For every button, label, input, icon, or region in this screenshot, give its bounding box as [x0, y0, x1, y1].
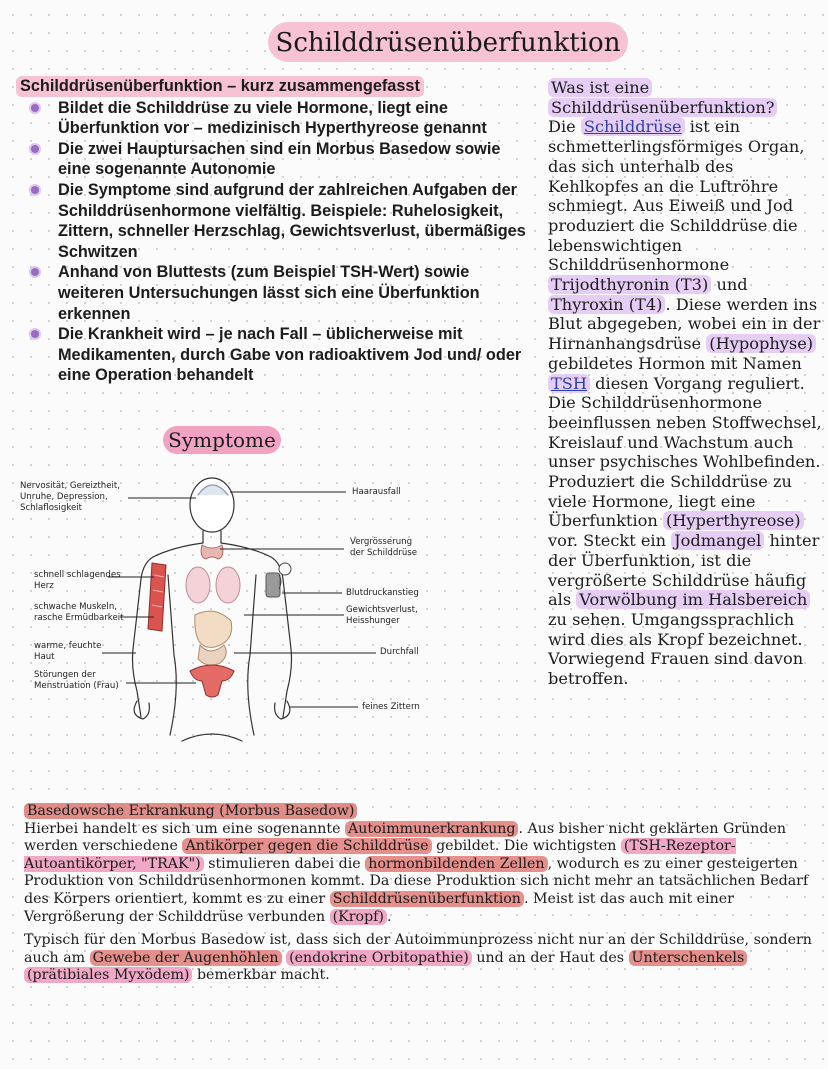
summary-bullet: Die zwei Hauptursachen sind ein Morbus Basedow sowie eine sogenannte Autonomie [16, 139, 536, 180]
highlight-jodmangel: Jodmangel [671, 531, 764, 550]
basedow-section [24, 803, 820, 985]
highlight-trak: (TSH-Rezeptor-Autoantikörper, "TRAK") [24, 838, 736, 872]
page-title: Schilddrüsenüberfunktion [268, 22, 628, 62]
definition-text: zu sehen. Umgangssprachlich wird dies als Kropf bezeichnet. Vorwiegend Frauen sind davon betroffen. [548, 609, 804, 689]
label-menstruation: Störungen der Menstruation (Frau) [34, 670, 119, 691]
summary-heading: Schilddrüsenüberfunktion – kurz zusammengefasst [16, 76, 424, 97]
definition-text: vor. Steckt ein [548, 531, 672, 551]
highlight-hyperthyreose: (Hyperthyreose) [663, 511, 804, 530]
basedow-text: . Meist ist das auch mit einer Vergrößerung der Schilddrüse verbunden [24, 890, 734, 925]
highlight-orbitopathie: (endokrine Orbitopathie) [286, 950, 472, 966]
basedow-text: gebildet. Die wichtigsten [431, 838, 621, 855]
definition-text: . Diese werden ins Blut abgegeben, wobei ein in der Hirnanhangsdrüse [548, 294, 821, 354]
highlight-hypophyse: (Hypophyse) [706, 334, 816, 353]
label-blutdruck: Blutdruckanstieg [346, 588, 419, 598]
summary-bullet: Bildet die Schilddrüse zu viele Hormone, liegt eine Überfunktion vor – medizinisch Hyperthyreose genannt [16, 98, 536, 139]
highlight-antikoerper: Antikörper gegen die Schilddrüse [182, 838, 431, 854]
highlight-kropf: (Kropf) [330, 909, 387, 925]
summary-bullet: Die Krankheit wird – je nach Fall – üblicherweise mit Medikamenten, durch Gabe von radioaktivem Jod und/ oder eine Operation behandelt [16, 324, 536, 386]
basedow-text: . [386, 908, 392, 925]
label-gewichtsverlust: Gewichtsverlust, Heisshunger [346, 605, 418, 626]
schilddruese-link[interactable]: Schilddrüse [581, 117, 685, 136]
highlight-myxoedem: (prätibiales Myxödem) [24, 967, 192, 983]
definition-text: diesen Vorgang reguliert. Die Schilddrüsenhormone beeinflussen neben Stoffwechsel, Kreislauf und Wachstum auch unser psychisches Wohlbefinden. Produziert die Schilddrüse zu viele Hormone, liegt eine Überfunktion [548, 373, 822, 531]
highlight-autoimmun: Autoimmunerkrankung [345, 821, 518, 837]
basedow-text: bemerkbar macht. [192, 967, 330, 984]
question-heading-line2: Schilddrüsenüberfunktion? [548, 98, 777, 117]
highlight-zellen: hormonbildenden Zellen [365, 856, 547, 872]
highlight-ueberfunktion: Schilddrüsenüberfunktion [330, 891, 524, 907]
basedow-text: Hierbei handelt es sich um eine sogenannte [24, 820, 346, 837]
basedow-heading: Basedowsche Erkrankung (Morbus Basedow) [24, 803, 357, 819]
label-nervositaet: Nervosität, Gereiztheit, Unruhe, Depression, Schlaflosigkeit [20, 481, 120, 513]
basedow-paragraph-1 [24, 821, 820, 927]
question-heading-line1: Was ist eine [548, 78, 652, 97]
label-haarausfall: Haarausfall [352, 487, 401, 497]
summary-bullet: Die Symptome sind aufgrund der zahlreichen Aufgaben der Schilddrüsenhormone vielfältig. Beispiele: Ruhelosigkeit, Zittern, schneller Herzschlag, Gewichtsverlust, übermäßiges Schwitzen [16, 180, 536, 262]
tsh-link[interactable]: TSH [548, 374, 590, 393]
definition-column [548, 78, 824, 689]
highlight-t4: Thyroxin (T4) [548, 295, 665, 314]
definition-text: ist ein schmetterlingsförmiges Organ, das sich unterhalb des Kehlkopfes an die Luftröhre schmiegt. Aus Eiweiß und Jod produziert die Schilddrüse die lebenswichtigen Schilddrüsenhormone [548, 117, 805, 275]
summary-bullet: Anhand von Bluttests (zum Beispiel TSH-Wert) sowie weiteren Untersuchungen lässt sich eine Überfunktion erkennen [16, 262, 536, 324]
label-zittern: feines Zittern [362, 702, 420, 712]
basedow-text: . Aus bisher nicht geklärten Gründen werden verschiedene [24, 820, 786, 855]
summary-section [16, 76, 536, 386]
label-durchfall: Durchfall [380, 647, 419, 657]
label-muskeln: schwache Muskeln, rasche Ermüdbarkeit [34, 602, 124, 623]
basedow-text: und an der Haut des [471, 949, 629, 966]
highlight-halsbereich: Vorwölbung im Halsbereich [576, 590, 810, 609]
basedow-paragraph-2 [24, 932, 820, 985]
label-schilddruese: Vergrösserung der Schilddrüse [350, 537, 418, 558]
symptom-diagram [20, 465, 440, 760]
label-herz: schnell schlagendes Herz [34, 570, 121, 591]
symptome-heading: Symptome [163, 426, 281, 454]
basedow-text: Typisch für den Morbus Basedow ist, dass sich der Autoimmunprozess nicht nur an der Schilddrüse, sondern auch am [24, 932, 812, 966]
definition-text: Die [548, 117, 581, 137]
summary-list [16, 98, 536, 386]
highlight-t3: Trijodthyronin (T3) [548, 275, 711, 294]
definition-text: gebildetes Hormon mit Namen [548, 353, 802, 373]
basedow-text: , wodurch es zu einer gesteigerten Produktion von Schilddrüsenhormonen kommt. Da diese Produktion sich nicht mehr an tatsächlichen Bedarf des Körpers orientiert, kommt es zu einer [24, 855, 809, 907]
label-haut: warme, feuchte Haut [34, 641, 102, 662]
basedow-text: stimulieren dabei die [203, 855, 366, 872]
highlight-augenhoehlen: Gewebe der Augenhöhlen [90, 950, 282, 966]
highlight-unterschenkel: Unterschenkels [629, 950, 748, 966]
definition-text: hinter der Überfunktion, ist die vergrößerte Schilddrüse häufig als [548, 531, 820, 610]
definition-text: und [711, 275, 748, 295]
